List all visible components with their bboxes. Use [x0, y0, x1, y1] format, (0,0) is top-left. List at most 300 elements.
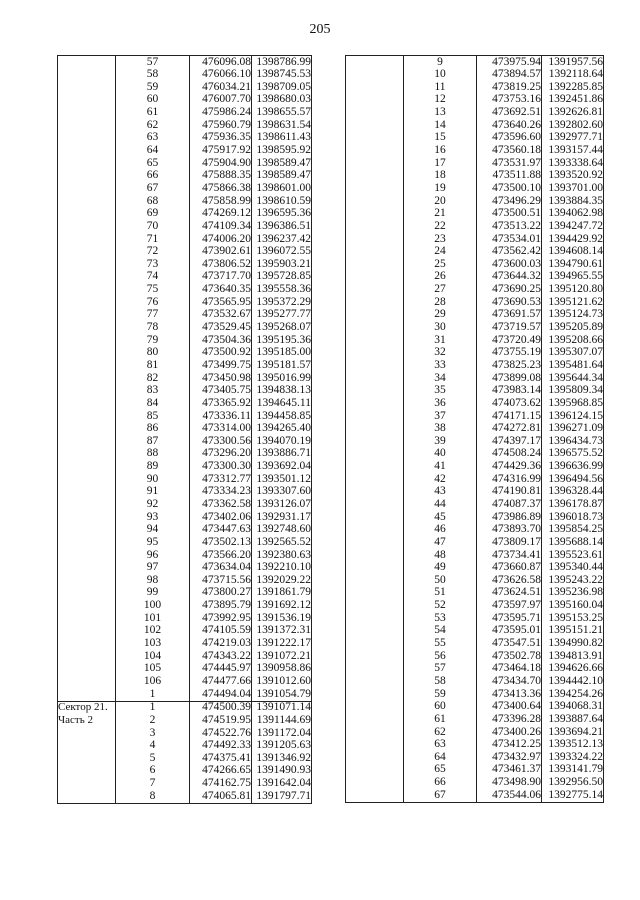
- y-coordinate-cell: 1395523.61: [542, 549, 604, 562]
- section-cell: [58, 688, 116, 701]
- table-row: [346, 688, 604, 701]
- point-number-cell: 85: [116, 410, 190, 423]
- table-row: [58, 220, 312, 233]
- section-cell: [346, 726, 404, 739]
- x-coordinate-cell: 473634.04: [190, 562, 252, 575]
- table-row: [346, 473, 604, 486]
- point-number-cell: 20: [404, 195, 477, 208]
- point-number-cell: 58: [116, 69, 190, 82]
- section-cell: [346, 423, 404, 436]
- x-coordinate-cell: 473450.98: [190, 372, 252, 385]
- section-cell: [58, 675, 116, 688]
- section-cell: [346, 688, 404, 701]
- x-coordinate-cell: 473547.51: [477, 637, 542, 650]
- x-coordinate-cell: 473434.70: [477, 675, 542, 688]
- point-number-cell: 61: [116, 107, 190, 120]
- table-row: [58, 701, 312, 714]
- section-cell: [58, 296, 116, 309]
- point-number-cell: 34: [404, 372, 477, 385]
- point-number-cell: 44: [404, 498, 477, 511]
- section-cell: [346, 233, 404, 246]
- x-coordinate-cell: 474171.15: [477, 410, 542, 423]
- point-number-cell: 62: [116, 119, 190, 132]
- y-coordinate-cell: 1395181.57: [252, 359, 312, 372]
- section-cell: [346, 663, 404, 676]
- y-coordinate-cell: 1394062.98: [542, 208, 604, 221]
- x-coordinate-cell: 473720.49: [477, 334, 542, 347]
- y-coordinate-cell: 1395120.80: [542, 284, 604, 297]
- section-cell: [58, 790, 116, 803]
- table-row: [58, 752, 312, 765]
- section-cell: [58, 423, 116, 436]
- section-cell: [58, 778, 116, 791]
- x-coordinate-cell: 474500.39: [190, 701, 252, 714]
- x-coordinate-cell: 473986.89: [477, 511, 542, 524]
- y-coordinate-cell: 1395340.44: [542, 562, 604, 575]
- section-cell: [58, 347, 116, 360]
- point-number-cell: 37: [404, 410, 477, 423]
- section-cell: [346, 600, 404, 613]
- section-cell: [58, 612, 116, 625]
- y-coordinate-cell: 1391536.19: [252, 612, 312, 625]
- y-coordinate-cell: 1394265.40: [252, 423, 312, 436]
- x-coordinate-cell: 474477.66: [190, 675, 252, 688]
- point-number-cell: 75: [116, 284, 190, 297]
- x-coordinate-cell: 473595.01: [477, 625, 542, 638]
- point-number-cell: 5: [116, 752, 190, 765]
- y-coordinate-cell: 1391071.14: [252, 701, 312, 714]
- x-coordinate-cell: 473691.57: [477, 309, 542, 322]
- section-cell: [58, 107, 116, 120]
- x-coordinate-cell: 473461.37: [477, 764, 542, 777]
- point-number-cell: 72: [116, 246, 190, 259]
- section-cell: [346, 321, 404, 334]
- point-number-cell: 63: [404, 739, 477, 752]
- point-number-cell: 30: [404, 321, 477, 334]
- point-number-cell: 80: [116, 347, 190, 360]
- section-cell: [346, 739, 404, 752]
- part-label: Часть 2: [58, 714, 116, 727]
- x-coordinate-cell: 473334.23: [190, 486, 252, 499]
- x-coordinate-cell: 474272.81: [477, 423, 542, 436]
- x-coordinate-cell: 474269.12: [190, 208, 252, 221]
- table-row: [58, 574, 312, 587]
- section-cell: [58, 56, 116, 69]
- section-cell: [58, 233, 116, 246]
- table-row: [346, 435, 604, 448]
- point-number-cell: 40: [404, 448, 477, 461]
- x-coordinate-cell: 474087.37: [477, 498, 542, 511]
- point-number-cell: 78: [116, 321, 190, 334]
- x-coordinate-cell: 473464.18: [477, 663, 542, 676]
- table-row: [58, 536, 312, 549]
- table-row: [58, 524, 312, 537]
- section-cell: [346, 574, 404, 587]
- point-number-cell: 61: [404, 713, 477, 726]
- point-number-cell: 64: [404, 751, 477, 764]
- point-number-cell: 106: [116, 675, 190, 688]
- y-coordinate-cell: 1393520.92: [542, 170, 604, 183]
- y-coordinate-cell: 1395728.85: [252, 271, 312, 284]
- point-number-cell: 1: [116, 688, 190, 701]
- table-row: [346, 423, 604, 436]
- point-number-cell: 66: [116, 170, 190, 183]
- table-row: [346, 701, 604, 714]
- table-row: [58, 663, 312, 676]
- point-number-cell: 46: [404, 524, 477, 537]
- y-coordinate-cell: 1394070.19: [252, 435, 312, 448]
- section-cell: [58, 663, 116, 676]
- point-number-cell: 42: [404, 473, 477, 486]
- section-cell: [58, 258, 116, 271]
- x-coordinate-cell: 473396.28: [477, 713, 542, 726]
- x-coordinate-cell: 473502.13: [190, 536, 252, 549]
- section-cell: [58, 498, 116, 511]
- point-number-cell: 59: [116, 81, 190, 94]
- point-number-cell: 31: [404, 334, 477, 347]
- section-cell: [346, 435, 404, 448]
- x-coordinate-cell: 473975.94: [477, 56, 542, 69]
- x-coordinate-cell: 473362.58: [190, 498, 252, 511]
- x-coordinate-cell: 473895.79: [190, 600, 252, 613]
- y-coordinate-cell: 1396595.36: [252, 208, 312, 221]
- x-coordinate-cell: 474073.62: [477, 397, 542, 410]
- y-coordinate-cell: 1395151.21: [542, 625, 604, 638]
- point-number-cell: 6: [116, 765, 190, 778]
- section-cell: [58, 410, 116, 423]
- table-row: [346, 246, 604, 259]
- point-number-cell: 86: [116, 423, 190, 436]
- x-coordinate-cell: 473566.20: [190, 549, 252, 562]
- y-coordinate-cell: 1394247.72: [542, 220, 604, 233]
- table-row: [58, 397, 312, 410]
- section-cell: [346, 713, 404, 726]
- y-coordinate-cell: 1392029.22: [252, 574, 312, 587]
- section-cell: [58, 637, 116, 650]
- x-coordinate-cell: 473296.20: [190, 448, 252, 461]
- x-coordinate-cell: 474508.24: [477, 448, 542, 461]
- x-coordinate-cell: 473529.45: [190, 321, 252, 334]
- section-cell: [58, 650, 116, 663]
- table-row: [346, 170, 604, 183]
- y-coordinate-cell: 1395688.14: [542, 536, 604, 549]
- table-row: [346, 359, 604, 372]
- x-coordinate-cell: 473597.97: [477, 600, 542, 613]
- table-row: [346, 410, 604, 423]
- section-cell: [346, 220, 404, 233]
- table-row: [346, 777, 604, 790]
- point-number-cell: 67: [404, 789, 477, 802]
- point-number-cell: 102: [116, 625, 190, 638]
- table-row: [346, 562, 604, 575]
- table-row: [58, 170, 312, 183]
- x-coordinate-cell: 473719.57: [477, 321, 542, 334]
- table-row: [346, 258, 604, 271]
- section-cell: [346, 385, 404, 398]
- table-row: [58, 562, 312, 575]
- x-coordinate-cell: 473809.17: [477, 536, 542, 549]
- y-coordinate-cell: 1395243.22: [542, 574, 604, 587]
- point-number-cell: 88: [116, 448, 190, 461]
- section-cell: [346, 157, 404, 170]
- table-row: [58, 372, 312, 385]
- table-row: [58, 81, 312, 94]
- section-cell: [346, 650, 404, 663]
- point-number-cell: 65: [116, 157, 190, 170]
- section-cell: [346, 789, 404, 802]
- x-coordinate-cell: 473336.11: [190, 410, 252, 423]
- y-coordinate-cell: 1393126.07: [252, 498, 312, 511]
- x-coordinate-cell: 473511.88: [477, 170, 542, 183]
- x-coordinate-cell: 473644.32: [477, 271, 542, 284]
- y-coordinate-cell: 1391222.17: [252, 637, 312, 650]
- table-row: [58, 385, 312, 398]
- point-number-cell: 73: [116, 258, 190, 271]
- section-cell: [346, 587, 404, 600]
- y-coordinate-cell: 1396178.87: [542, 498, 604, 511]
- table-row: [346, 107, 604, 120]
- point-number-cell: 69: [116, 208, 190, 221]
- y-coordinate-cell: 1395809.34: [542, 385, 604, 398]
- x-coordinate-cell: 473412.25: [477, 739, 542, 752]
- section-cell: [346, 701, 404, 714]
- y-coordinate-cell: 1392626.81: [542, 107, 604, 120]
- section-cell: [346, 119, 404, 132]
- point-number-cell: 53: [404, 612, 477, 625]
- section-cell: [346, 296, 404, 309]
- x-coordinate-cell: 473447.63: [190, 524, 252, 537]
- section-cell: [346, 107, 404, 120]
- table-row: [346, 637, 604, 650]
- y-coordinate-cell: 1394442.10: [542, 675, 604, 688]
- table-row: [346, 284, 604, 297]
- x-coordinate-cell: 474429.36: [477, 461, 542, 474]
- point-number-cell: 58: [404, 675, 477, 688]
- point-number-cell: 63: [116, 132, 190, 145]
- y-coordinate-cell: 1395195.36: [252, 334, 312, 347]
- x-coordinate-cell: 473753.16: [477, 94, 542, 107]
- y-coordinate-cell: 1394254.26: [542, 688, 604, 701]
- x-coordinate-cell: 473690.53: [477, 296, 542, 309]
- point-number-cell: 82: [116, 372, 190, 385]
- section-cell: [346, 461, 404, 474]
- section-cell: [346, 208, 404, 221]
- x-coordinate-cell: 474522.76: [190, 727, 252, 740]
- point-number-cell: 45: [404, 511, 477, 524]
- section-cell: [346, 675, 404, 688]
- y-coordinate-cell: 1394608.14: [542, 246, 604, 259]
- section-cell: [58, 81, 116, 94]
- section-cell: [58, 740, 116, 753]
- y-coordinate-cell: 1398610.59: [252, 195, 312, 208]
- y-coordinate-cell: 1394068.31: [542, 701, 604, 714]
- section-cell: [346, 536, 404, 549]
- x-coordinate-cell: 474266.65: [190, 765, 252, 778]
- y-coordinate-cell: 1398745.53: [252, 69, 312, 82]
- x-coordinate-cell: 473560.18: [477, 144, 542, 157]
- point-number-cell: 96: [116, 549, 190, 562]
- table-row: [346, 511, 604, 524]
- point-number-cell: 94: [116, 524, 190, 537]
- y-coordinate-cell: 1395121.62: [542, 296, 604, 309]
- y-coordinate-cell: 1398611.43: [252, 132, 312, 145]
- point-number-cell: 60: [404, 701, 477, 714]
- x-coordinate-cell: 474492.33: [190, 740, 252, 753]
- table-row: [346, 296, 604, 309]
- table-row: [58, 625, 312, 638]
- point-number-cell: 83: [116, 385, 190, 398]
- y-coordinate-cell: 1398601.00: [252, 182, 312, 195]
- point-number-cell: 71: [116, 233, 190, 246]
- table-row: [58, 486, 312, 499]
- x-coordinate-cell: 473717.70: [190, 271, 252, 284]
- table-row: [346, 650, 604, 663]
- point-number-cell: 43: [404, 486, 477, 499]
- point-number-cell: 33: [404, 359, 477, 372]
- point-number-cell: 91: [116, 486, 190, 499]
- section-cell: [58, 182, 116, 195]
- section-cell: [346, 498, 404, 511]
- x-coordinate-cell: 473640.26: [477, 119, 542, 132]
- section-cell: [58, 448, 116, 461]
- section-cell: [58, 372, 116, 385]
- x-coordinate-cell: 473899.08: [477, 372, 542, 385]
- section-cell: [58, 94, 116, 107]
- section-cell: [58, 486, 116, 499]
- y-coordinate-cell: 1391012.60: [252, 675, 312, 688]
- table-row: [58, 119, 312, 132]
- section-cell: [58, 246, 116, 259]
- y-coordinate-cell: 1393886.71: [252, 448, 312, 461]
- y-coordinate-cell: 1393501.12: [252, 473, 312, 486]
- table-row: [346, 764, 604, 777]
- x-coordinate-cell: 476034.21: [190, 81, 252, 94]
- point-number-cell: 27: [404, 284, 477, 297]
- point-number-cell: 57: [116, 56, 190, 69]
- x-coordinate-cell: 473692.51: [477, 107, 542, 120]
- x-coordinate-cell: 473502.78: [477, 650, 542, 663]
- section-cell: [58, 170, 116, 183]
- table-row: [58, 423, 312, 436]
- point-number-cell: 13: [404, 107, 477, 120]
- x-coordinate-cell: 473402.06: [190, 511, 252, 524]
- point-number-cell: 84: [116, 397, 190, 410]
- table-row: [58, 195, 312, 208]
- section-cell: [346, 625, 404, 638]
- point-number-cell: 93: [116, 511, 190, 524]
- table-row: [58, 296, 312, 309]
- section-cell: [346, 751, 404, 764]
- point-number-cell: 66: [404, 777, 477, 790]
- section-cell: [58, 220, 116, 233]
- table-row: [346, 549, 604, 562]
- table-row: [58, 587, 312, 600]
- point-number-cell: 56: [404, 650, 477, 663]
- x-coordinate-cell: 474397.17: [477, 435, 542, 448]
- y-coordinate-cell: 1392565.52: [252, 536, 312, 549]
- y-coordinate-cell: 1398631.54: [252, 119, 312, 132]
- table-row: [346, 157, 604, 170]
- table-row: [346, 739, 604, 752]
- table-row: [58, 498, 312, 511]
- section-cell: [346, 347, 404, 360]
- point-number-cell: 18: [404, 170, 477, 183]
- table-row: [346, 461, 604, 474]
- table-row: [346, 612, 604, 625]
- x-coordinate-cell: 474065.81: [190, 790, 252, 803]
- point-number-cell: 77: [116, 309, 190, 322]
- point-number-cell: 38: [404, 423, 477, 436]
- y-coordinate-cell: 1392118.64: [542, 69, 604, 82]
- section-cell: [346, 271, 404, 284]
- y-coordinate-cell: 1395968.85: [542, 397, 604, 410]
- point-number-cell: 81: [116, 359, 190, 372]
- point-number-cell: 19: [404, 182, 477, 195]
- point-number-cell: 4: [116, 740, 190, 753]
- y-coordinate-cell: 1395160.04: [542, 600, 604, 613]
- point-number-cell: 14: [404, 119, 477, 132]
- table-row: [58, 740, 312, 753]
- y-coordinate-cell: 1395185.00: [252, 347, 312, 360]
- x-coordinate-cell: 473640.35: [190, 284, 252, 297]
- section-cell: [58, 144, 116, 157]
- section-cell: [58, 524, 116, 537]
- x-coordinate-cell: 473534.01: [477, 233, 542, 246]
- x-coordinate-cell: 473405.75: [190, 385, 252, 398]
- x-coordinate-cell: 474343.22: [190, 650, 252, 663]
- y-coordinate-cell: 1391490.93: [252, 765, 312, 778]
- section-cell: [58, 765, 116, 778]
- x-coordinate-cell: 473624.51: [477, 587, 542, 600]
- y-coordinate-cell: 1395268.07: [252, 321, 312, 334]
- section-cell: [346, 69, 404, 82]
- y-coordinate-cell: 1394813.91: [542, 650, 604, 663]
- point-number-cell: 97: [116, 562, 190, 575]
- section-cell: [346, 182, 404, 195]
- x-coordinate-cell: 473992.95: [190, 612, 252, 625]
- point-number-cell: 64: [116, 144, 190, 157]
- y-coordinate-cell: 1391642.04: [252, 778, 312, 791]
- table-row: [346, 600, 604, 613]
- table-row: [346, 498, 604, 511]
- x-coordinate-cell: 474006.20: [190, 233, 252, 246]
- table-row: [346, 789, 604, 802]
- x-coordinate-cell: 473400.26: [477, 726, 542, 739]
- point-number-cell: 51: [404, 587, 477, 600]
- point-number-cell: 12: [404, 94, 477, 107]
- coordinates-table-right: [345, 55, 604, 803]
- y-coordinate-cell: 1393512.13: [542, 739, 604, 752]
- table-row: [346, 663, 604, 676]
- point-number-cell: 10: [404, 69, 477, 82]
- point-number-cell: 23: [404, 233, 477, 246]
- y-coordinate-cell: 1398589.47: [252, 157, 312, 170]
- table-row: [346, 751, 604, 764]
- y-coordinate-cell: 1395481.64: [542, 359, 604, 372]
- section-cell: [58, 435, 116, 448]
- section-cell: [346, 448, 404, 461]
- y-coordinate-cell: 1396434.73: [542, 435, 604, 448]
- table-row: [58, 688, 312, 701]
- x-coordinate-cell: 473660.87: [477, 562, 542, 575]
- table-row: [346, 397, 604, 410]
- section-cell: [58, 334, 116, 347]
- y-coordinate-cell: 1395854.25: [542, 524, 604, 537]
- section-cell: [58, 195, 116, 208]
- section-cell: [58, 385, 116, 398]
- section-cell: [346, 132, 404, 145]
- point-number-cell: 22: [404, 220, 477, 233]
